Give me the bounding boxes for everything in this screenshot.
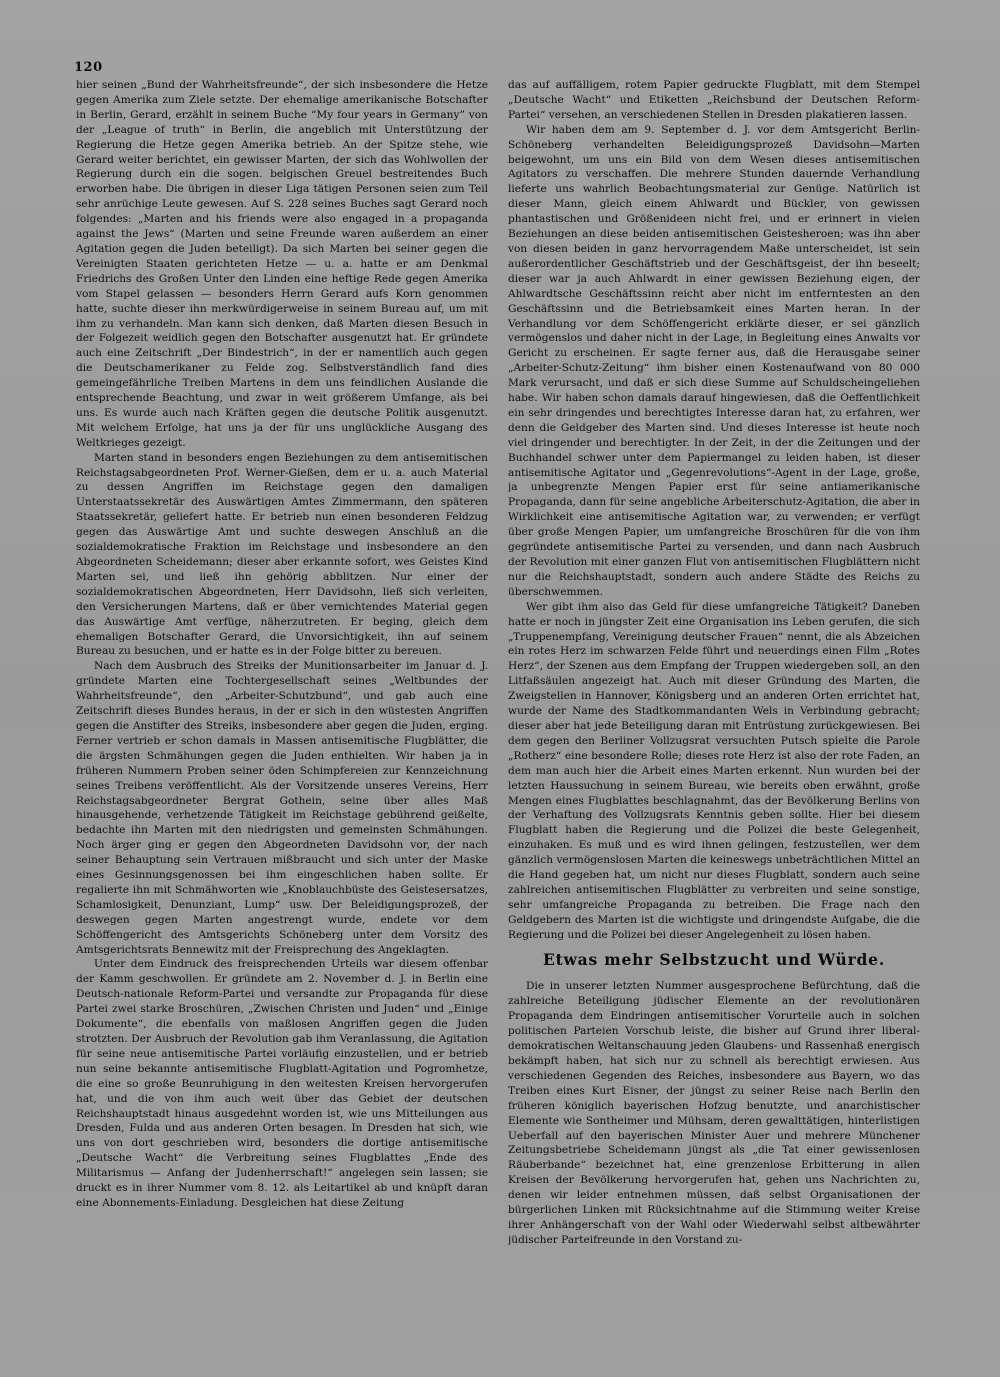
paragraph: Die in unserer letzten Nummer ausgesprochene Befürchtung, daß die zahlreiche Beteiligung jüdischer Elemente an der revolutionären Propaganda dem Eindringen antisemitischer Vorurteile auch in solchen politischen Parteien Vorschub leiste, die bisher auf Grund ihrer liberal-demokratischen Weltanschauung jeden Glaubens- und Rassenhaß energisch bekämpft haben, hat sich nur zu schnell als berechtigt erwiesen. Aus verschiedenen Gegenden des Reiches, insbesondere aus Bayern, wo das Treiben eines Kurt Eisner, der jüngst zu seiner Reise nach Berlin den früheren königlich bayerischen Hofzug benutzte, und anarchistischer Elemente wie Sontheimer und Mühsam, deren gewalttätigen, hinterlistigen Ueberfall auf den bayerischen Minister Auer und mehrere Münchener Zeitungsbetriebe Scheidemann jüngst als „die Tat einer gewissenlosen Räuberbande“ bezeichnet hat, eine grenzenlose Erbitterung in allen Kreisen der Bevölkerung hervorgerufen hat, gehen uns Nachrichten zu, denen wir leider entnehmen müssen, daß selbst Organisationen der bürgerlichen Linken mit Rücksichtnahme auf die Stimmung weiter Kreise ihrer Anhängerschaft von der Wahl oder Wiederwahl selbst altbewährter jüdischer Parteifreunde in den Vorstand zu-: [508, 980, 920, 1246]
article-heading: Etwas mehr Selbstzucht und Würde.: [542, 949, 886, 969]
paragraph: Marten stand in besonders engen Beziehungen zu dem antisemitischen Reichstagsabgeordneten Prof. Werner-Gießen, dem er u. a. auch Material zu dessen Angriffen im Reichstage gegen den damaligen Unterstaatssekretär des Auswärtigen Amtes Zimmermann, den späteren Staatssekretär, geliefert hatte. Er betrieb nun einen besonderen Feldzug gegen das Auswärtige Amt und suchte deswegen Anschluß an die sozialdemokratische Fraktion im Reichstage und insbesondere an den Abgeordneten Scheidemann; dieser aber erkannte sofort, wes Geistes Kind Marten sei, und ließ ihn gehörig abblitzen. Nur einer der sozialdemokratischen Abgeordneten, Herr Davidsohn, ließ sich verleiten, den Versicherungen Martens, daß er über vernichtendes Material gegen das Auswärtige Amt verfüge, näherzutreten. Er beging, gleich dem ehemaligen Botschafter Gerard, die Unvorsichtigkeit, ihn auf seinem Bureau zu besuchen, und er hatte es in der Folge bitter zu bereuen.: [76, 451, 488, 658]
paragraph: das auf auffälligem, rotem Papier gedruckte Flugblatt, mit dem Stempel „Deutsche Wacht“ und Etiketten „Reichsbund der Deutschen Reform-Partei“ versehen, an verschiedenen Stellen in Dresden plakatieren lassen.: [508, 79, 920, 121]
page-number: 120: [74, 60, 103, 75]
paragraph: Nach dem Ausbruch des Streiks der Munitionsarbeiter im Januar d. J. gründete Marten eine Tochtergesellschaft seines „Weltbundes der Wahrheitsfreunde“, den „Arbeiter-Schutzbund“, und gab auch eine Zeitschrift dieses Bundes heraus, in der er sich in den wüstesten Angriffen gegen die Anstifter des Streiks, insbesondere aber gegen die Juden, erging. Ferner vertrieb er schon damals in Massen antisemitische Flugblätter, die die ärgsten Schmähungen gegen die Juden enthielten. Wir haben ja in früheren Nummern Proben seiner öden Schimpfereien zur Kennzeichnung seines Treibens veröffentlicht. Als der Vorsitzende unseres Vereins, Herr Reichstagsabgeordneter Bergrat Gothein, seine über alles Maß hinausgehende, verhetzende Tätigkeit im Reichstage gebührend geißelte, bedachte ihn Marten mit den niedrigsten und gemeinsten Schmähungen. Noch ärger ging er gegen den Abgeordneten Davidsohn vor, der nach seiner Behauptung sein Vertrauen mißbraucht und sich unter der Maske eines Gesinnungsgenossen bei ihm eingeschlichen haben sollte. Er regalierte ihn mit Schmähworten wie „Knoblauchbüste des Geistesersatzes, Schamlosigkeit, Denunziant, Lump“ usw. Der Beleidigungsprozeß, der deswegen gegen Marten angestrengt wurde, endete vor dem Schöffengericht des Amtsgerichts Schöneberg unter dem Vorsitz des Amtsgerichtsrats Bennewitz mit der Freisprechung des Angeklagten.: [76, 660, 488, 956]
paragraph: Wer gibt ihm also das Geld für diese umfangreiche Tätigkeit? Daneben hatte er noch in jüngster Zeit eine Organisation ins Leben gerufen, die sich „Truppenempfang, Vereinigung deutscher Frauen“ nennt, die als Abzeichen ein rotes Herz im schwarzen Felde führt und neuerdings einen Film „Rotes Herz“, der Szenen aus dem Empfang der Truppen wiedergeben soll, an den Litfaßsäulen angezeigt hat. Auch mit dieser Gründung des Marten, die Zweigstellen in Hannover, Königsberg und an anderen Orten errichtet hat, wurde der Name des Stadtkommandanten Wels in Verbindung gebracht; dieser aber hat jede Beteiligung daran mit Entrüstung zurückgewiesen. Bei dem gegen den Berliner Vollzugsrat versuchten Putsch spielte die Parole „Rotherz“ eine besondere Rolle; dieses rote Herz ist also der rote Faden, an dem man auch hier die Arbeit eines Marten erkennt. Nun wurden bei der letzten Haussuchung in seinem Bureau, wie bereits oben erwähnt, große Mengen eines Flugblattes beschlagnahmt, das der Bevölkerung Berlins von der Verhaftung des Vollzugsrats Kenntnis geben sollte. Hier bei diesem Flugblatt haben die Regierung und die Polizei die beste Gelegenheit, einzuhaken. Es muß und es wird ihnen gelingen, festzustellen, wer dem gänzlich vermögenslosen Marten die keineswegs unbeträchtlichen Mittel an die Hand gegeben hat, um nicht nur dieses Flugblatt, sondern auch seine zahlreichen antisemitischen Flugblätter zu verbreiten und seine sonstige, sehr umfangreiche Propaganda zu betreiben. Die Frage nach den Geldgebern des Marten ist die wichtigste und dringendste Aufgabe, die die Regierung und die Polizei bei dieser Angelegenheit zu lösen haben.: [508, 600, 920, 941]
right-column: [508, 78, 920, 1358]
paragraph: hier seinen „Bund der Wahrheitsfreunde“, der sich insbesondere die Hetze gegen Amerika zum Ziele setzte. Der ehemalige amerikanische Botschafter in Berlin, Gerard, erzählt in seinem Buche “My four years in Germany” von der „League of truth“ in Berlin, die angeblich mit Unterstützung der Regierung die Hetze gegen Amerika betrieb. An der Spitze stehe, wie Gerard weiter berichtet, ein gewisser Marten, der sich das Wohlwollen der Regierung durch ein die sogen. belgischen Greuel bestreitendes Buch erworben habe. Die übrigen in dieser Liga tätigen Personen seien zum Teil sehr anrüchige Leute gewesen. Auf S. 228 seines Buches sagt Gerard noch folgendes: „Marten and his friends were also engaged in a propaganda against the Jews“ (Marten und seine Freunde waren außerdem an einer Agitation gegen die Juden beteiligt). Da sich Marten bei seiner gegen die Vereinigten Staaten gerichteten Hetze — u. a. hatte er am Denkmal Friedrichs des Großen Unter den Linden eine heftige Rede gegen Amerika vom Stapel gelassen — besonders Herrn Gerard aufs Korn genommen hatte, suchte dieser ihn merkwürdigerweise in seinem Bureau auf, um mit ihm zu verhandeln. Man kann sich denken, daß Marten diesen Besuch in der Folgezeit weidlich gegen den Botschafter ausgenutzt hat. Er gründete auch eine Zeitschrift „Der Bindestrich“, in der er namentlich auch gegen die Deutschamerikaner zu Felde zog. Selbstverständlich fand dies gemeingefährliche Treiben Martens in dem uns feindlichen Auslande die entsprechende Beachtung, und zwar in weit größerem Umfange, als bei uns. Es wurde auch nach Kräften gegen die deutsche Politik ausgenutzt. Mit welchem Erfolge, hat uns ja der für uns unglückliche Ausgang des Weltkrieges gezeigt.: [76, 79, 488, 449]
paragraph: Wir haben dem am 9. September d. J. vor dem Amtsgericht Berlin-Schöneberg verhandelten Beleidigungsprozeß Davidsohn—Marten beigewohnt, um uns ein Bild von dem Wesen dieses antisemitischen Agitators zu verschaffen. Die mehrere Stunden dauernde Verhandlung lieferte uns wahrlich Beobachtungsmaterial zur Genüge. Natürlich ist dieser Mann, gleich einem Ahlwardt und Bückler, von gewissen phantastischen und Größenideen nicht frei, und er erinnert in vielen Beziehungen an diese beiden antisemitischen Geistesheroen; was ihn aber von diesen beiden in ganz hervorragendem Maße unterscheidet, ist sein außerordentlicher Geschäftstrieb und der Geschäftsgeist, der ihn beseelt; dieser war ja auch Ahlwardt in einer gewissen Beziehung eigen, der Ahlwardtsche Geschäftssinn reicht aber nicht im entferntesten an den Geschäftssinn und die Betriebsamkeit eines Marten heran. In der Verhandlung vor dem Schöffengericht erklärte dieser, er sei gänzlich vermögenslos und daher nicht in der Lage, in Begleitung eines Anwalts vor Gericht zu erscheinen. Er sagte ferner aus, daß die Herausgabe seiner „Arbeiter-Schutz-Zeitung“ ihm bisher einen Kostenaufwand von 80 000 Mark verursacht, und daß er sich diese Summe auf Schuldscheingeliehen habe. Wir haben schon damals darauf hingewiesen, daß die Oeffentlichkeit ein sehr dringendes und berechtigtes Interesse daran hat, zu erfahren, wer denn die Geldgeber des Marten sind. Und dieses Interesse ist heute noch viel dringender und berechtigter. In der Zeit, in der die Zeitungen und der Buchhandel schwer unter dem Papiermangel zu leiden haben, ist dieser antisemitische Agitator und „Gegenrevolutions“-Agent in der Lage, große, ja unbegrenzte Mengen Papier erst für seine antiamerikanische Propaganda, dann für seine angebliche Arbeiterschutz-Agitation, die aber in Wirklichkeit eine antisemitische Agitation war, zu verwenden; er verfügt über große Mengen Papier, um umfangreiche Broschüren für die von ihm gegründete antisemitische Partei zu versenden, und dann nach Ausbruch der Revolution mit einer ganzen Flut von antisemitischen Flugblättern nicht nur die Reichshauptstadt, sondern auch andere Städte des Reichs zu überschwemmen.: [508, 123, 920, 598]
paragraph: Unter dem Eindruck des freisprechenden Urteils war diesem offenbar der Kamm geschwollen. Er gründete am 2. November d. J. in Berlin eine Deutsch-nationale Reform-Partei und versandte zur Propaganda für diese Partei zwei starke Broschüren, „Zwischen Christen und Juden“ und „Einige Dokumente“, die ebenfalls von maßlosen Angriffen gegen die Juden strotzten. Der Ausbruch der Revolution gab ihm Veranlassung, die Agitation für seine neue antisemitische Partei vorläufig einzustellen, und er betrieb nun seine bekannte antisemitische Flugblatt-Agitation und Pogromhetze, die eine so große Beunruhigung in den weitesten Kreisen hervorgerufen hat, und die von ihm auch weit über das Gebiet der deutschen Reichshauptstadt hinaus ausgedehnt worden ist, wie uns Mitteilungen aus Dresden, Fulda und aus anderen Orten besagen. In Dresden hat sich, wie uns von dort geschrieben wird, besonders die dortige antisemitische „Deutsche Wacht“ die Verbreitung seines Flugblattes „Ende des Militarismus — Anfang der Judenherrschaft!“ angelegen sein lassen; sie druckt es in ihrer Nummer vom 8. 12. als Leitartikel ab und knüpft daran eine Abonnements-Einladung. Desgleichen hat diese Zeitung: [76, 958, 488, 1209]
left-column: [76, 78, 488, 1358]
